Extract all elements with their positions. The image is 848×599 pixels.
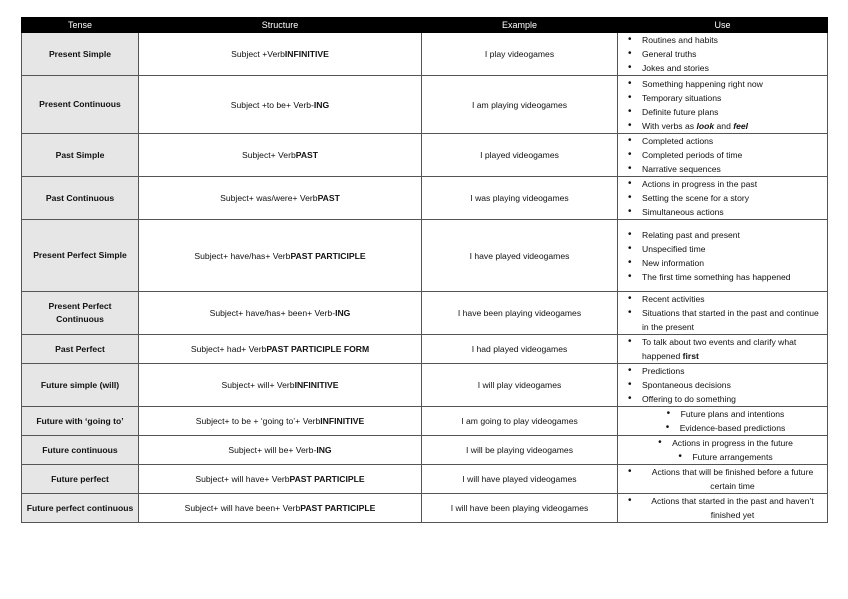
use-item: • Simultaneous actions: [628, 205, 823, 219]
use-list: [628, 177, 823, 219]
use-keyword: first: [682, 351, 699, 361]
structure-cell: [139, 33, 422, 76]
tense-name: Past Perfect: [22, 335, 139, 364]
table-header: [22, 18, 828, 33]
tense-name: Past Simple: [22, 134, 139, 177]
use-list: [628, 33, 823, 75]
use-item: • Jokes and stories: [628, 61, 823, 75]
structure-keyword: PAST PARTICIPLE FORM: [266, 344, 370, 354]
use-cell: [618, 33, 828, 76]
use-item: • Spontaneous decisions: [628, 378, 823, 392]
example-cell: I have been playing videogames: [422, 292, 618, 335]
table-row: [22, 407, 828, 436]
use-item: • Situations that started in the past and continue in the present: [628, 306, 823, 334]
use-item: • Relating past and present: [628, 228, 823, 242]
example-cell: I had played videogames: [422, 335, 618, 364]
header-example: Example: [422, 18, 618, 33]
structure-text: Subject+ will be+ Verb-: [228, 445, 317, 455]
use-cell: [618, 177, 828, 220]
use-item: • Narrative sequences: [628, 162, 823, 176]
example-cell: I will be playing videogames: [422, 436, 618, 465]
example-cell: I will have played videogames: [422, 465, 618, 494]
use-item: • Actions in progress in the future: [658, 436, 793, 450]
structure-keyword: ING: [313, 99, 330, 110]
table-row: [22, 292, 828, 335]
tense-name: Past Continuous: [22, 177, 139, 220]
header-structure: Structure: [139, 18, 422, 33]
example-cell: I played videogames: [422, 134, 618, 177]
table-row: [22, 33, 828, 76]
use-item: [628, 119, 823, 133]
example-cell: I will play videogames: [422, 364, 618, 407]
structure-text: Subject+ will have+ Verb: [195, 474, 290, 484]
use-item: • Recent activities: [628, 292, 823, 306]
structure-cell: [139, 76, 422, 134]
structure-cell: [139, 134, 422, 177]
structure-keyword: PAST: [317, 193, 340, 203]
use-item: • Unspecified time: [628, 242, 823, 256]
structure-text: Subject +Verb: [231, 49, 285, 59]
tense-name: Future continuous: [22, 436, 139, 465]
structure-keyword: PAST PARTICIPLE: [289, 474, 365, 484]
use-item: • Future arrangements: [678, 450, 772, 464]
use-list: [628, 407, 823, 435]
structure-text: Subject+ was/were+ Verb: [220, 193, 318, 203]
structure-keyword: PAST PARTICIPLE: [290, 250, 366, 261]
use-item: • The first time something has happened: [628, 270, 823, 284]
structure-keyword: INFINITIVE: [294, 380, 339, 390]
structure-text: Subject+ have/has+ Verb: [194, 250, 291, 261]
structure-keyword: ING: [316, 445, 332, 455]
use-list: [628, 494, 823, 522]
example-cell: I will have been playing videogames: [422, 494, 618, 523]
use-list: [628, 77, 823, 133]
use-item: • Temporary situations: [628, 91, 823, 105]
use-list: [628, 134, 823, 176]
structure-cell: [139, 177, 422, 220]
structure-text: Subject+ to be + ‘going to’+ Verb: [195, 416, 321, 426]
use-cell: [618, 494, 828, 523]
structure-cell: [139, 465, 422, 494]
table-row: [22, 177, 828, 220]
use-item: • Actions that will be finished before a future certain time: [628, 465, 823, 493]
tense-name: Future perfect: [22, 465, 139, 494]
table-row: [22, 494, 828, 523]
table-row: [22, 76, 828, 134]
structure-cell: [139, 335, 422, 364]
use-text: To talk about two events and clarify what happened: [642, 337, 797, 361]
use-cell: [618, 76, 828, 134]
table-row: [22, 220, 828, 292]
use-list: [628, 465, 823, 493]
use-text: and: [714, 120, 734, 131]
structure-text: Subject+ will have been+ Verb: [184, 503, 301, 513]
use-item: • General truths: [628, 47, 823, 61]
use-item: • Something happening right now: [628, 77, 823, 91]
example-cell: I am playing videogames: [422, 76, 618, 134]
structure-keyword: PAST PARTICIPLE: [300, 503, 376, 513]
use-list: [628, 436, 823, 464]
tense-name: Future perfect continuous: [22, 494, 139, 523]
tense-name: Present Perfect Continuous: [22, 292, 139, 335]
header-tense: Tense: [22, 18, 139, 33]
use-item: [628, 335, 823, 363]
use-list: [628, 292, 823, 334]
use-cell: [618, 134, 828, 177]
use-cell: [618, 220, 828, 292]
use-list: [628, 364, 823, 406]
use-cell: [618, 335, 828, 364]
use-item: • Predictions: [628, 364, 823, 378]
use-list: [628, 335, 823, 363]
header-use: Use: [618, 18, 828, 33]
structure-cell: [139, 292, 422, 335]
use-emphasis: feel: [733, 120, 749, 131]
structure-text: Subject+ will+ Verb: [221, 380, 295, 390]
structure-cell: [139, 364, 422, 407]
structure-text: Subject+ Verb: [241, 150, 296, 160]
use-item: • Evidence-based predictions: [666, 421, 786, 435]
use-cell: [618, 465, 828, 494]
use-item: • Routines and habits: [628, 33, 823, 47]
use-cell: [618, 364, 828, 407]
tense-name: Present Continuous: [22, 76, 139, 134]
example-cell: I play videogames: [422, 33, 618, 76]
tenses-table: [21, 17, 828, 523]
table-row: [22, 436, 828, 465]
tense-name: Future with ‘going to’: [22, 407, 139, 436]
structure-cell: [139, 407, 422, 436]
use-cell: [618, 407, 828, 436]
use-item: • Definite future plans: [628, 105, 823, 119]
table-row: [22, 335, 828, 364]
tense-name: Present Simple: [22, 33, 139, 76]
example-cell: I was playing videogames: [422, 177, 618, 220]
structure-keyword: INFINITIVE: [284, 49, 329, 59]
structure-keyword: PAST: [295, 150, 319, 160]
example-cell: I have played videogames: [422, 220, 618, 292]
structure-text: Subject+ had+ Verb: [190, 344, 267, 354]
structure-cell: [139, 436, 422, 465]
tense-name: Present Perfect Simple: [22, 220, 139, 292]
use-item: • Offering to do something: [628, 392, 823, 406]
use-list: [628, 228, 823, 284]
use-text: With verbs as: [642, 120, 697, 131]
use-item: • Actions that started in the past and haven’t finished yet: [628, 494, 823, 522]
structure-keyword: ING: [335, 308, 351, 318]
structure-text: Subject +to be+ Verb-: [230, 99, 314, 110]
use-cell: [618, 292, 828, 335]
table-row: [22, 134, 828, 177]
use-item: • Future plans and intentions: [667, 407, 785, 421]
use-item: • Actions in progress in the past: [628, 177, 823, 191]
structure-cell: [139, 220, 422, 292]
structure-text: Subject+ have/has+ been+ Verb-: [209, 308, 336, 318]
use-emphasis: look: [696, 120, 715, 131]
structure-cell: [139, 494, 422, 523]
structure-keyword: INFINITIVE: [320, 416, 365, 426]
example-cell: I am going to play videogames: [422, 407, 618, 436]
use-item: • Completed actions: [628, 134, 823, 148]
use-item: • New information: [628, 256, 823, 270]
use-item: • Completed periods of time: [628, 148, 823, 162]
use-cell: [618, 436, 828, 465]
tense-name: Future simple (will): [22, 364, 139, 407]
table-row: [22, 465, 828, 494]
table-row: [22, 364, 828, 407]
use-item: • Setting the scene for a story: [628, 191, 823, 205]
